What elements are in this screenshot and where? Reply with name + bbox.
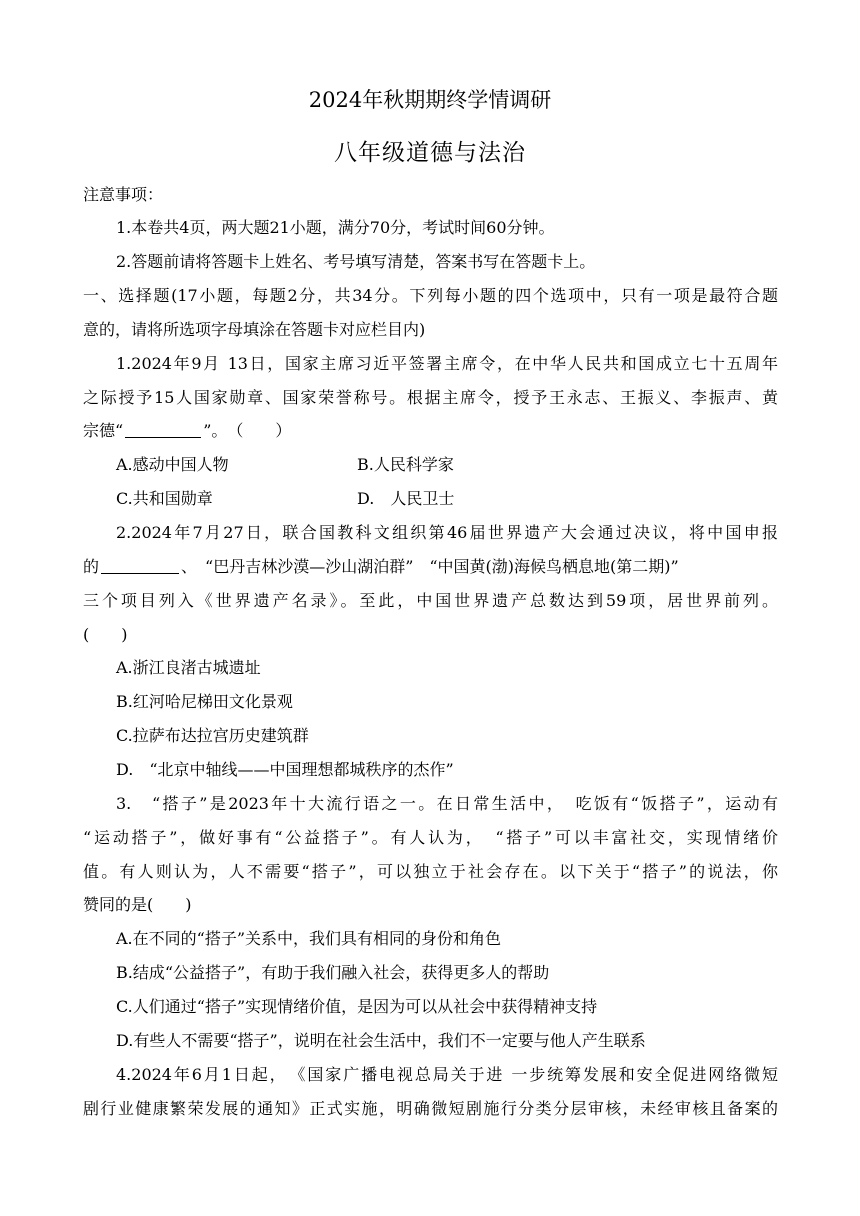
q3-line4: 赞同的是( ) xyxy=(83,895,192,914)
q1-option-b: B.人民科学家 xyxy=(357,455,454,474)
q3-option-a: A.在不同的“搭子”关系中，我们具有相同的身份和角色 xyxy=(116,929,502,948)
q1-line1: 1.2024年9月 13日，国家主席习近平签署主席令，在中华人民共和国成立七十五周年 xyxy=(116,354,778,373)
q3-option-d: D.有些人不需要“搭子”，说明在社会生活中，我们不一定要与他人产生联系 xyxy=(116,1031,646,1050)
q1-line3-suffix: ”。 （ ） xyxy=(203,421,292,440)
q1-option-c: C.共和国勋章 xyxy=(116,489,213,508)
q2-option-b: B.红河哈尼梯田文化景观 xyxy=(116,692,293,711)
q2-line4: ( ) xyxy=(83,625,128,644)
section1-heading-line1: 一、选择题(17小题，每题2分，共34分。下列每小题的四个选项中，只有一项是最符合题 xyxy=(83,286,778,305)
q2-line1: 2.2024年7月27日，联合国教科文组织第46届世界遗产大会通过决议，将中国申报 xyxy=(116,523,778,542)
q2-line3: 三个项目列入《世界遗产名录》。至此，中国世界遗产总数达到59项，居世界前列。 xyxy=(83,591,778,610)
q2-line2-prefix: 的 xyxy=(83,557,100,576)
q4-line1: 4.2024年6月1日起， 《国家广播电视总局关于进 一步统筹发展和安全促进网络微短 xyxy=(116,1065,778,1084)
q4-line2: 剧行业健康繁荣发展的通知》正式实施，明确微短剧施行分类分层审核，未经审核且备案的 xyxy=(83,1099,778,1118)
q1-option-a: A.感动中国人物 xyxy=(116,455,229,474)
q3-line3: 值。有人则认为，人不需要“搭子”，可以独立于社会存在。以下关于“搭子”的说法，你 xyxy=(83,862,778,881)
note-item-2: 2.答题前请将答题卡上姓名、考号填写清楚，答案书写在答题卡上。 xyxy=(116,252,596,271)
q1-line2: 之际授予15人国家勋章、国家荣誉称号。根据主席令，授予王永志、王振义、李振声、黄 xyxy=(83,388,778,407)
q2-answer-blank xyxy=(101,557,179,574)
q3-option-b: B.结成“公益搭子”，有助于我们融入社会，获得更多人的帮助 xyxy=(116,963,550,982)
q3-line1: 3. “搭子”是2023年十大流行语之一。在日常生活中， 吃饭有“饭搭子”，运动有 xyxy=(116,794,778,813)
note-item-1: 1.本卷共4页，两大题21小题，满分70分，考试时间60分钟。 xyxy=(116,218,555,237)
q2-option-d: D. “北京中轴线——中国理想都城秩序的杰作” xyxy=(116,760,454,779)
q1-answer-blank xyxy=(125,421,201,438)
q2-line2-suffix: 、 “巴丹吉林沙漠—沙山湖泊群” “中国黄(渤)海候鸟栖息地(第二期)” xyxy=(181,557,679,576)
q1-line3-prefix: 宗德“ xyxy=(83,421,124,440)
exam-subject: 八年级道德与法治 xyxy=(334,140,526,166)
q1-option-d: D. 人民卫士 xyxy=(357,489,455,508)
q1-line3 xyxy=(83,420,778,442)
q2-option-a: A.浙江良渚古城遗址 xyxy=(116,658,261,677)
q3-line2: “运动搭子”，做好事有“公益搭子”。有人认为， “搭子”可以丰富社交，实现情绪价 xyxy=(83,828,778,847)
notes-heading: 注意事项： xyxy=(83,185,164,204)
q2-option-c: C.拉萨布达拉宫历史建筑群 xyxy=(116,726,309,745)
q3-option-c: C.人们通过“搭子”实现情绪价值，是因为可以从社会中获得精神支持 xyxy=(116,997,598,1016)
q2-line2 xyxy=(83,556,778,578)
exam-title: 2024年秋期期终学情调研 xyxy=(308,88,552,112)
section1-heading-line2: 意的，请将所选项字母填涂在答题卡对应栏目内) xyxy=(83,320,426,339)
